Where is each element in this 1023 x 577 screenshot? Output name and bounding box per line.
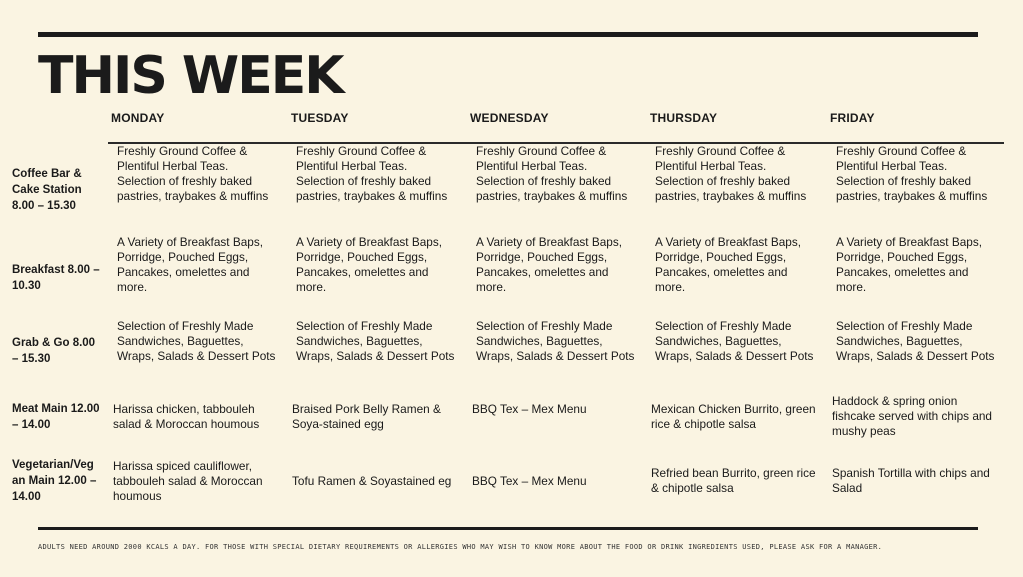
menu-cell-coffee-friday: Freshly Ground Coffee & Plentiful Herbal Teas. Selection of freshly baked pastries, traybakes & muffins bbox=[836, 144, 988, 203]
day-header-wednesday: WEDNESDAY bbox=[470, 111, 549, 125]
day-header-monday: MONDAY bbox=[111, 111, 165, 125]
row-label-meat-main: Meat Main 12.00 – 14.00 bbox=[12, 403, 100, 431]
menu-cell-meat-tuesday: Braised Pork Belly Ramen & Soya-stained egg bbox=[292, 402, 441, 431]
menu-cell-veg-tuesday: Tofu Ramen & Soyastained eg bbox=[292, 474, 452, 488]
menu-cell-coffee-tuesday: Freshly Ground Coffee & Plentiful Herbal Teas. Selection of freshly baked pastries, traybakes & muffins bbox=[296, 144, 448, 203]
row-label-breakfast: Breakfast 8.00 – 10.30 bbox=[12, 264, 100, 292]
bottom-rule bbox=[38, 527, 978, 530]
row-label-vegetarian-main: Vegetarian/Veg an Main 12.00 – 14.00 bbox=[12, 459, 97, 503]
menu-cell-meat-thursday: Mexican Chicken Burrito, green rice & chipotle salsa bbox=[651, 402, 816, 431]
row-label-grab-and-go: Grab & Go 8.00 – 15.30 bbox=[12, 337, 96, 365]
menu-cell-breakfast-friday: A Variety of Breakfast Baps, Porridge, Pouched Eggs, Pancakes, omelettes and more. bbox=[836, 235, 983, 294]
menu-cell-grab-thursday: Selection of Freshly Made Sandwiches, Baguettes, Wraps, Salads & Dessert Pots bbox=[655, 319, 814, 363]
menu-cell-veg-thursday: Refried bean Burrito, green rice & chipotle salsa bbox=[651, 466, 816, 495]
menu-cell-veg-wednesday: BBQ Tex – Mex Menu bbox=[472, 474, 587, 488]
page-title: THIS WEEK bbox=[38, 46, 343, 106]
menu-cell-coffee-monday: Freshly Ground Coffee & Plentiful Herbal Teas. Selection of freshly baked pastries, traybakes & muffins bbox=[117, 144, 269, 203]
menu-cell-breakfast-monday: A Variety of Breakfast Baps, Porridge, Pouched Eggs, Pancakes, omelettes and more. bbox=[117, 235, 264, 294]
day-header-friday: FRIDAY bbox=[830, 111, 875, 125]
menu-cell-breakfast-thursday: A Variety of Breakfast Baps, Porridge, Pouched Eggs, Pancakes, omelettes and more. bbox=[655, 235, 802, 294]
menu-cell-grab-monday: Selection of Freshly Made Sandwiches, Baguettes, Wraps, Salads & Dessert Pots bbox=[117, 319, 276, 363]
menu-cell-breakfast-wednesday: A Variety of Breakfast Baps, Porridge, Pouched Eggs, Pancakes, omelettes and more. bbox=[476, 235, 623, 294]
menu-cell-veg-friday: Spanish Tortilla with chips and Salad bbox=[832, 466, 990, 495]
menu-cell-meat-monday: Harissa chicken, tabbouleh salad & Moroccan houmous bbox=[113, 402, 260, 431]
menu-cell-breakfast-tuesday: A Variety of Breakfast Baps, Porridge, Pouched Eggs, Pancakes, omelettes and more. bbox=[296, 235, 443, 294]
menu-cell-coffee-wednesday: Freshly Ground Coffee & Plentiful Herbal Teas. Selection of freshly baked pastries, traybakes & muffins bbox=[476, 144, 628, 203]
menu-cell-veg-monday: Harissa spiced cauliflower, tabbouleh salad & Moroccan houmous bbox=[113, 459, 263, 503]
allergen-footer-note: ADULTS NEED AROUND 2000 KCALS A DAY. FOR THOSE WITH SPECIAL DIETARY REQUIREMENTS OR ALLERGIES WHO MAY WISH TO KNOW MORE ABOUT THE FOOD OR DRINK INGREDIENTS USED, PLEASE ASK FOR A MANAGER. bbox=[38, 543, 883, 551]
menu-cell-coffee-thursday: Freshly Ground Coffee & Plentiful Herbal Teas. Selection of freshly baked pastries, traybakes & muffins bbox=[655, 144, 807, 203]
row-label-coffee-bar: Coffee Bar & Cake Station 8.00 – 15.30 bbox=[12, 168, 82, 212]
menu-cell-meat-friday: Haddock & spring onion fishcake served with chips and mushy peas bbox=[832, 394, 992, 438]
menu-cell-grab-tuesday: Selection of Freshly Made Sandwiches, Baguettes, Wraps, Salads & Dessert Pots bbox=[296, 319, 455, 363]
day-header-tuesday: TUESDAY bbox=[291, 111, 349, 125]
menu-cell-grab-friday: Selection of Freshly Made Sandwiches, Baguettes, Wraps, Salads & Dessert Pots bbox=[836, 319, 995, 363]
top-rule bbox=[38, 32, 978, 37]
day-header-thursday: THURSDAY bbox=[650, 111, 718, 125]
menu-cell-grab-wednesday: Selection of Freshly Made Sandwiches, Baguettes, Wraps, Salads & Dessert Pots bbox=[476, 319, 635, 363]
menu-cell-meat-wednesday: BBQ Tex – Mex Menu bbox=[472, 402, 587, 416]
